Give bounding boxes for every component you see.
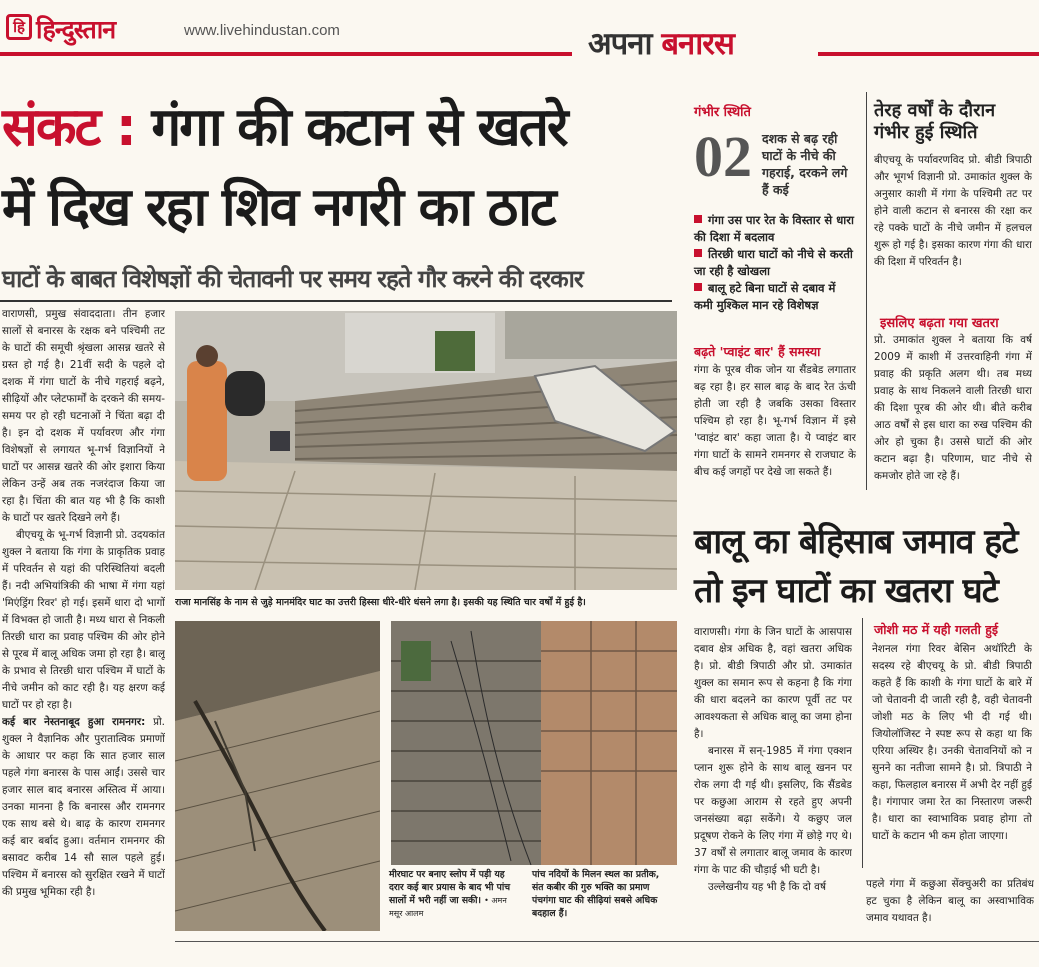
main-paragraph-3: प्रो. शुक्ल ने वैज्ञानिक और पुरातात्विक प्रमाणों के आधार पर कहा कि सात हजार साल पहले गंगा बनारस के पास आईं। उससे चार हजार साल बाद बनारस अस्तित्व में आया। उनका मानना है कि बनारस और रामनगर एक साथ बसे थे। बाढ़ के कारण रामनगर कई बार बर्बाद हुआ। वर्तमान रामनगर की बसावट करीब 14 सौ साल पहले हुई। पश्चिम में बनारस को सुरक्षित रखने में घाटों की प्रमुख भूमिका रही है। <box>2 716 165 898</box>
decades-number-text: दशक से बढ़ रही घाटों के नीचे की गहराई, दरकने लगे हैं कई <box>762 131 848 197</box>
main-subheadline: घाटों के बाबत विशेषज्ञों की चेतावनी पर समय रहते गौर करने की दरकार <box>2 265 583 293</box>
second-paragraph-1: वाराणसी। गंगा के जिन घाटों के आसपास दबाव क्षेत्र अधिक है, वहां खतरा अधिक है। प्रो. बीडी त्रिपाठी और प्रो. उमाकांत शुक्ल का समान रूप से कहना है कि गंगा की धारा बदलने का कारण पूर्वी तट पर आवश्यकता से अधिक बालू का जमा होना है। <box>694 626 852 740</box>
joshimath-body: नेशनल गंगा रिवर बेसिन अथॉरिटी के सदस्य रहे बीएचयू के प्रो. बीडी त्रिपाठी कहते हैं कि काशी के गंगा घाटों के बारे में जो चेतावनी दी जाती रही है, वही चेतावनी जोशी मठ के लिए भी दी गई थी। जियोलॉजिस्ट ने स्पष्ट रूप से कहा था कि एरिया अस्थिर है। उनकी चेतावनियों को न सुनने का नतीजा सामने है। प्रो. त्रिपाठी ने कहा, फिलहाल बनारस में अभी देर नहीं हुई है। गंगापार जमा रेत का निस्तारण जरूरी है। धारा का स्वाभाविक प्रवाह होगा तो घाटों के कटान भी कम होता जाएगा। <box>872 643 1032 842</box>
main-article-body <box>2 306 165 942</box>
photo-2-caption-box <box>385 865 525 935</box>
second-paragraph-2: बनारस में सन्-1985 में गंगा एक्शन प्लान शुरू होने के साथ बालू खनन पर रोक लगा दी गई थी। इसलिए, कि सैंडबेड पर कछुआ आराम से रहते हुए अपनी जनसंख्या बढ़ा सकेंगे। ये कछुए जल प्रदूषण रोकने के लिए गंगा में छोड़े गए थे। 37 वर्षों से लगातार बालू जमाव के कारण गंगा के पाट की चौड़ाई भी घटी है। <box>694 745 852 876</box>
second-divider <box>862 618 863 868</box>
decades-number: 02 <box>694 124 752 189</box>
second-story-body <box>694 624 852 934</box>
thirteen-years-body: बीएचयू के पर्यावरणविद प्रो. बीडी त्रिपाठी और भूगर्भ विज्ञानी प्रो. उमाकांत शुक्ल के अनुसार काशी में गंगा के पश्चिमी तट पर होने वाली कटान से बनारस की रक्षा कर रहे पक्के घाटों के नीचे जमीन में हलचल शुरू हो गई है। इसका कारण गंगा की धारा की दिशा में परिवर्तन है। <box>874 154 1032 268</box>
second-headline-line-1: बालू का बेहिसाब जमाव हटे <box>694 522 1018 562</box>
page-bottom-rule <box>175 941 1039 942</box>
masthead-rule-left <box>0 52 572 56</box>
headline-text-1: गंगा की कटान से खतरे <box>151 97 567 158</box>
joshimath-body-end: पहले गंगा में कछुआ सेंक्चुअरी का प्रतिबंध हट चुका है लेकिन बालू का अस्वाभाविक जमाव यथावत है। <box>866 878 1034 924</box>
main-paragraph-1: वाराणसी, प्रमुख संवाददाता। तीन हजार सालों से बनारस के रक्षक बने पश्चिमी तट के घाटों की समूची श्रृंखला आसन्न खतरे से ग्रस्त हो गई है। 21वीं सदी के पहले दो दशक में गंगा घाटों के नीचे गहराई बढ़ने, सीढ़ियों और प्लेटफार्मों के दरकने की समय-समय पर हो रही घटनाओं ने चिंता बढ़ा दी है। इन दो दशक में पर्यावरण और गंगा विशेषज्ञों से लगायत भू-गर्भ विज्ञानियों ने घाटों पर आसन्न खतरे की ओर इशारा किया लेकिन उन्हें अब तक नजरंदाज किया जा रहा है। चिंता की बात यह भी है कि काशी के घाटों पर खतरे दिखने लगे हैं। <box>2 308 165 524</box>
main-headline-line-2: में दिख रहा शिव नगरी का ठाट <box>2 177 555 238</box>
increasing-danger-title: इसलिए बढ़ता गया खतरा <box>880 316 999 331</box>
meerghat-slope-photo <box>175 621 380 931</box>
website-url: www.livehindustan.com <box>184 22 340 39</box>
key-points-list <box>694 212 854 314</box>
key-point-2: तिरछी धारा घाटों को नीचे से करती जा रही है खोखला <box>694 247 853 278</box>
section-prefix: अपना <box>588 26 652 62</box>
point-bar-title: बढ़ते 'प्वाइंट बार' हैं समस्या <box>694 344 821 359</box>
second-paragraph-3: उल्लेखनीय यह भी है कि दो वर्ष <box>708 881 826 893</box>
bullet-square-icon <box>694 249 702 257</box>
panchganga-ghat-photo <box>391 621 677 865</box>
manmandir-ghat-photo <box>175 311 677 590</box>
headline-label: संकट : <box>2 97 135 158</box>
point-bar-body: गंगा के पूरब वीक जोन या सैंडबेड लगातार बढ़ रहा है। हर साल बाढ़ के बाद रेत ऊंची होती जा रही है जबकि उसका विस्तार पश्चिम हो रहा है। भू-गर्भ विज्ञान में इसे 'प्वाइंट बार' कहा जाता है। ये प्वाइंट बार गंगा घाटों के सामने रामनगर से राजघाट के बीच कई जगहों पर देखे जा सकते हैं। <box>694 364 856 478</box>
bullet-square-icon <box>694 283 702 291</box>
masthead-rule-right <box>818 52 1039 56</box>
key-point-3: बालू हटे बिना घाटों से दबाव में कमी मुश्किल मान रहे विशेषज्ञ <box>694 281 836 312</box>
subhead-rule <box>0 300 672 302</box>
increasing-danger-body: प्रो. उमाकांत शुक्ल ने बताया कि वर्ष 2009 में काशी में उत्तरवाहिनी गंगा में प्रवाह की प्रकृति अलग थी। तब मध्य प्रवाह के साथ निकलने वाली तिरछी धारा की दिशा पूरब की ओर थी। बीते करीब आठ वर्षों से इस धारा का रुख पश्चिम की ओर हो चुका है। उससे घाटों की ओर कटान बढ़ा है। परिणाम, घाट नीचे से कमजोर होते जा रहे हैं। <box>874 334 1032 482</box>
key-point-1: गंगा उस पार रेत के विस्तार से धारा की दिशा में बदलाव <box>694 213 854 244</box>
section-title <box>588 22 734 64</box>
photo-3-caption-box <box>528 865 677 935</box>
joshimath-title: जोशी मठ में यही गलती हुई <box>874 622 998 637</box>
thirteen-years-title: तेरह वर्षों के दौरान गंभीर हुई स्थिति <box>874 100 996 143</box>
photo-1-caption: राजा मानसिंह के नाम से जुड़े मानमंदिर घाट का उत्तरी हिस्सा धीरे-धीरे धंसने लगा है। इसकी यह स्थिति चार वर्षों में हुई है। <box>175 597 586 608</box>
section-name: बनारस <box>661 26 734 62</box>
bullet-square-icon <box>694 215 702 223</box>
second-headline-line-2: तो इन घाटों का खतरा घटे <box>694 571 998 611</box>
main-paragraph-2: बीएचयू के भू-गर्भ विज्ञानी प्रो. उदयकांत शुक्ल ने बताया कि गंगा के प्राकृतिक प्रवाह में परिवर्तन से यहां की परिस्थितियां बदली हैं। नदी अभियांत्रिकी की भाषा में गंगा यहां 'मिएंड्रिंग रिवर' हो गई। इसमें धारा दो भागों में विभक्त हो जाती है। मध्य धारा से निकली तिरछी धारा का प्रवाह पश्चिम की ओर होने से पूरब में बालू अधिक जमा हो रहा है। बालू के प्रभाव से तिरछी धारा पश्चिम में घाटों के नीचे जमीन को काट रही है। यह क्षरण कई घाटों पर हो रहा है। <box>2 529 165 711</box>
hindustan-logo-icon: हि <box>6 14 32 40</box>
main-paragraph-3-title: कई बार नेस्तनाबूद हुआ रामनगर: <box>2 716 146 728</box>
photo-2-caption: मीरघाट पर बनाए स्लोप में पड़ी यह दरार कई बार प्रयास के बाद भी पांच सालों में भरी नहीं जा सकी। <box>389 869 511 906</box>
main-headline-line-1 <box>2 96 567 160</box>
photo-3-caption: पांच नदियों के मिलन स्थल का प्रतीक, संत कबीर की गुरु भक्ति का प्रमाण पंचगंगा घाट की सीढ़ियां सबसे अधिक बदहाल हैं। <box>532 869 660 919</box>
sidebar-divider <box>866 92 867 490</box>
photo-credit: • अमन मसूर आलम <box>389 896 507 918</box>
newspaper-logo: हिन्दुस्तान <box>36 15 116 44</box>
serious-situation-label: गंभीर स्थिति <box>694 105 751 120</box>
